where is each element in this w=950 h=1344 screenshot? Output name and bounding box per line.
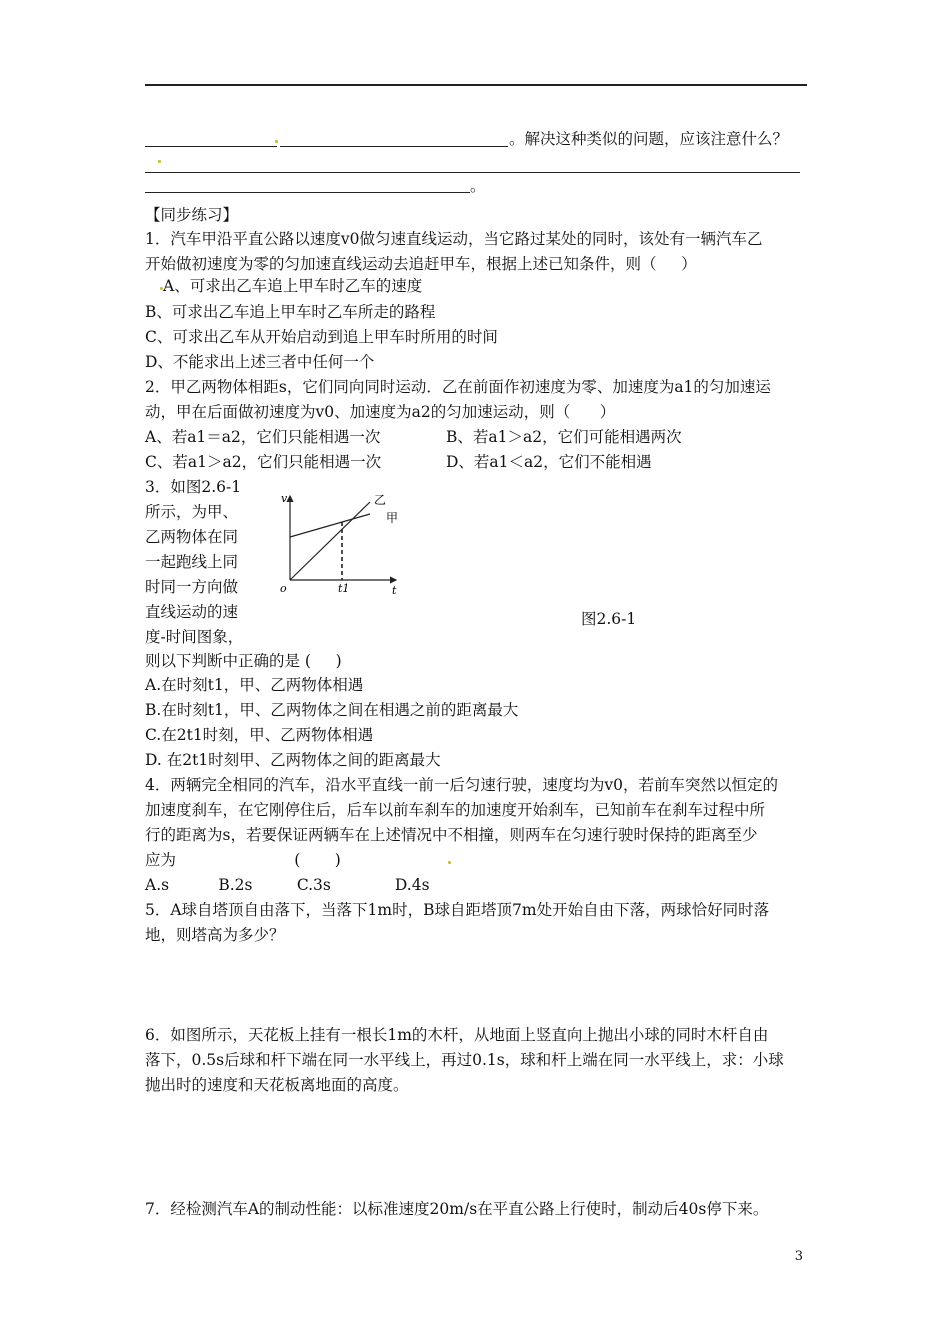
q6-stem-line1: 6．如图所示，天花板上挂有一根长1m的木杆，从地面上竖直向上抛出小球的同时木杆自由 — [145, 1026, 769, 1044]
top-question-suffix: 。解决这种类似的问题，应该注意什么？ — [509, 130, 789, 148]
q3-stem-line5: 时同一方向做 — [145, 578, 239, 596]
section-title: 【同步练习】 — [145, 206, 239, 224]
mark-dot — [448, 861, 451, 864]
q1-option-d: D、不能求出上述三者中任何一个 — [145, 353, 375, 371]
q5-stem-line2: 地，则塔高为多少？ — [145, 926, 285, 944]
line-yi — [290, 502, 370, 580]
q3-option-c: C.在2t1时刻，甲、乙两物体相遇 — [145, 726, 374, 744]
q2-stem-line1: 2．甲乙两物体相距s，它们同向同时运动．乙在前面作初速度为零、加速度为a1的匀加速运 — [145, 378, 771, 396]
q5-stem-line1: 5．A球自塔顶自由落下，当落下1m时，B球自距塔顶7m处开始自由下落，两球恰好同时落 — [145, 901, 770, 919]
q4-stem-line4: 应为 ( ) — [145, 851, 341, 869]
blank-line-1b — [280, 146, 508, 147]
top-rule — [145, 84, 807, 86]
end-mark: 。 — [470, 177, 486, 195]
q1-option-a: A、可求出乙车追上甲车时乙车的速度 — [163, 277, 423, 295]
figure-caption: 图2.6-1 — [581, 610, 637, 628]
q4-stem-line2: 加速度刹车，在它刚停住后，后车以前车刹车的加速度开始刹车，已知前车在刹车过程中所 — [145, 801, 766, 819]
blank-line-2 — [145, 172, 800, 173]
origin-label: o — [280, 582, 287, 595]
q4-stem-line1: 4．两辆完全相同的汽车，沿水平直线一前一后匀速行驶，速度均为v0，若前车突然以恒定的 — [145, 776, 778, 794]
q1-option-c: C、可求出乙车从开始启动到追上甲车时所用的时间 — [145, 328, 498, 346]
q2-option-b: B、若a1＞a2，它们可能相遇两次 — [446, 428, 682, 446]
q6-stem-line2: 落下，0.5s后球和杆下端在同一水平线上，再过0.1s，球和杆上端在同一水平线上，求：小球 — [145, 1051, 784, 1069]
line-jia — [290, 514, 370, 537]
t1-label: t1 — [338, 582, 350, 595]
q3-option-d: D. 在2t1时刻甲、乙两物体之间的距离最大 — [145, 751, 441, 769]
q2-option-a: A、若a1＝a2，它们只能相遇一次 — [145, 428, 381, 446]
q2-option-d: D、若a1＜a2，它们不能相遇 — [446, 453, 652, 471]
v-axis-label: v — [281, 492, 288, 505]
q4-stem-line3: 行的距离为s，若要保证两辆车在上述情况中不相撞，则两车在匀速行驶时保持的距离至少 — [145, 826, 758, 844]
page-number: 3 — [794, 1249, 803, 1264]
q3-stem-line2: 所示，为甲、 — [145, 503, 239, 521]
q3-stem-line7: 度-时间图象， — [145, 628, 244, 646]
q7-stem-line1: 7．经检测汽车A的制动性能：以标准速度20m/s在平直公路上行使时，制动后40s停下来。 — [145, 1200, 769, 1218]
q3-stem-line3: 乙两物体在同 — [145, 528, 239, 546]
jia-label: 甲 — [386, 511, 399, 525]
yi-label: 乙 — [374, 493, 387, 507]
q3-stem-line1: 3．如图2.6-1 — [145, 478, 242, 496]
q3-stem-line4: 一起跑线上同 — [145, 553, 239, 571]
q2-stem-line2: 动，甲在后面做初速度为v0、加速度为a2的匀加速运动，则（ ） — [145, 403, 616, 421]
q2-option-c: C、若a1＞a2，它们只能相遇一次 — [145, 453, 382, 471]
q1-stem-line2: 开始做初速度为零的匀加速直线运动去追赶甲车，根据上述已知条件，则（ ） — [145, 255, 697, 273]
q1-option-b: B、可求出乙车追上甲车时乙车所走的路程 — [145, 303, 436, 321]
q3-option-a: A.在时刻t1，甲、乙两物体相遇 — [145, 676, 364, 694]
mark-dot — [275, 140, 278, 143]
q3-stem-tail: 则以下判断中正确的是 ( ) — [145, 652, 342, 670]
t-axis-label: t — [392, 584, 397, 597]
velocity-time-graph — [276, 488, 406, 600]
q1-stem-line1: 1．汽车甲沿平直公路以速度v0做匀速直线运动，当它路过某处的同时，该处有一辆汽车乙 — [145, 230, 763, 248]
q3-stem-line6: 直线运动的速 — [145, 603, 239, 621]
q3-option-b: B.在时刻t1，甲、乙两物体之间在相遇之前的距离最大 — [145, 701, 519, 719]
blank-line-3 — [145, 192, 470, 193]
blank-line-1a — [145, 146, 277, 147]
mark-dot — [158, 160, 161, 163]
q6-stem-line3: 抛出时的速度和天花板离地面的高度。 — [145, 1076, 409, 1094]
q4-options: A.s B.2s C.3s D.4s — [145, 876, 430, 894]
